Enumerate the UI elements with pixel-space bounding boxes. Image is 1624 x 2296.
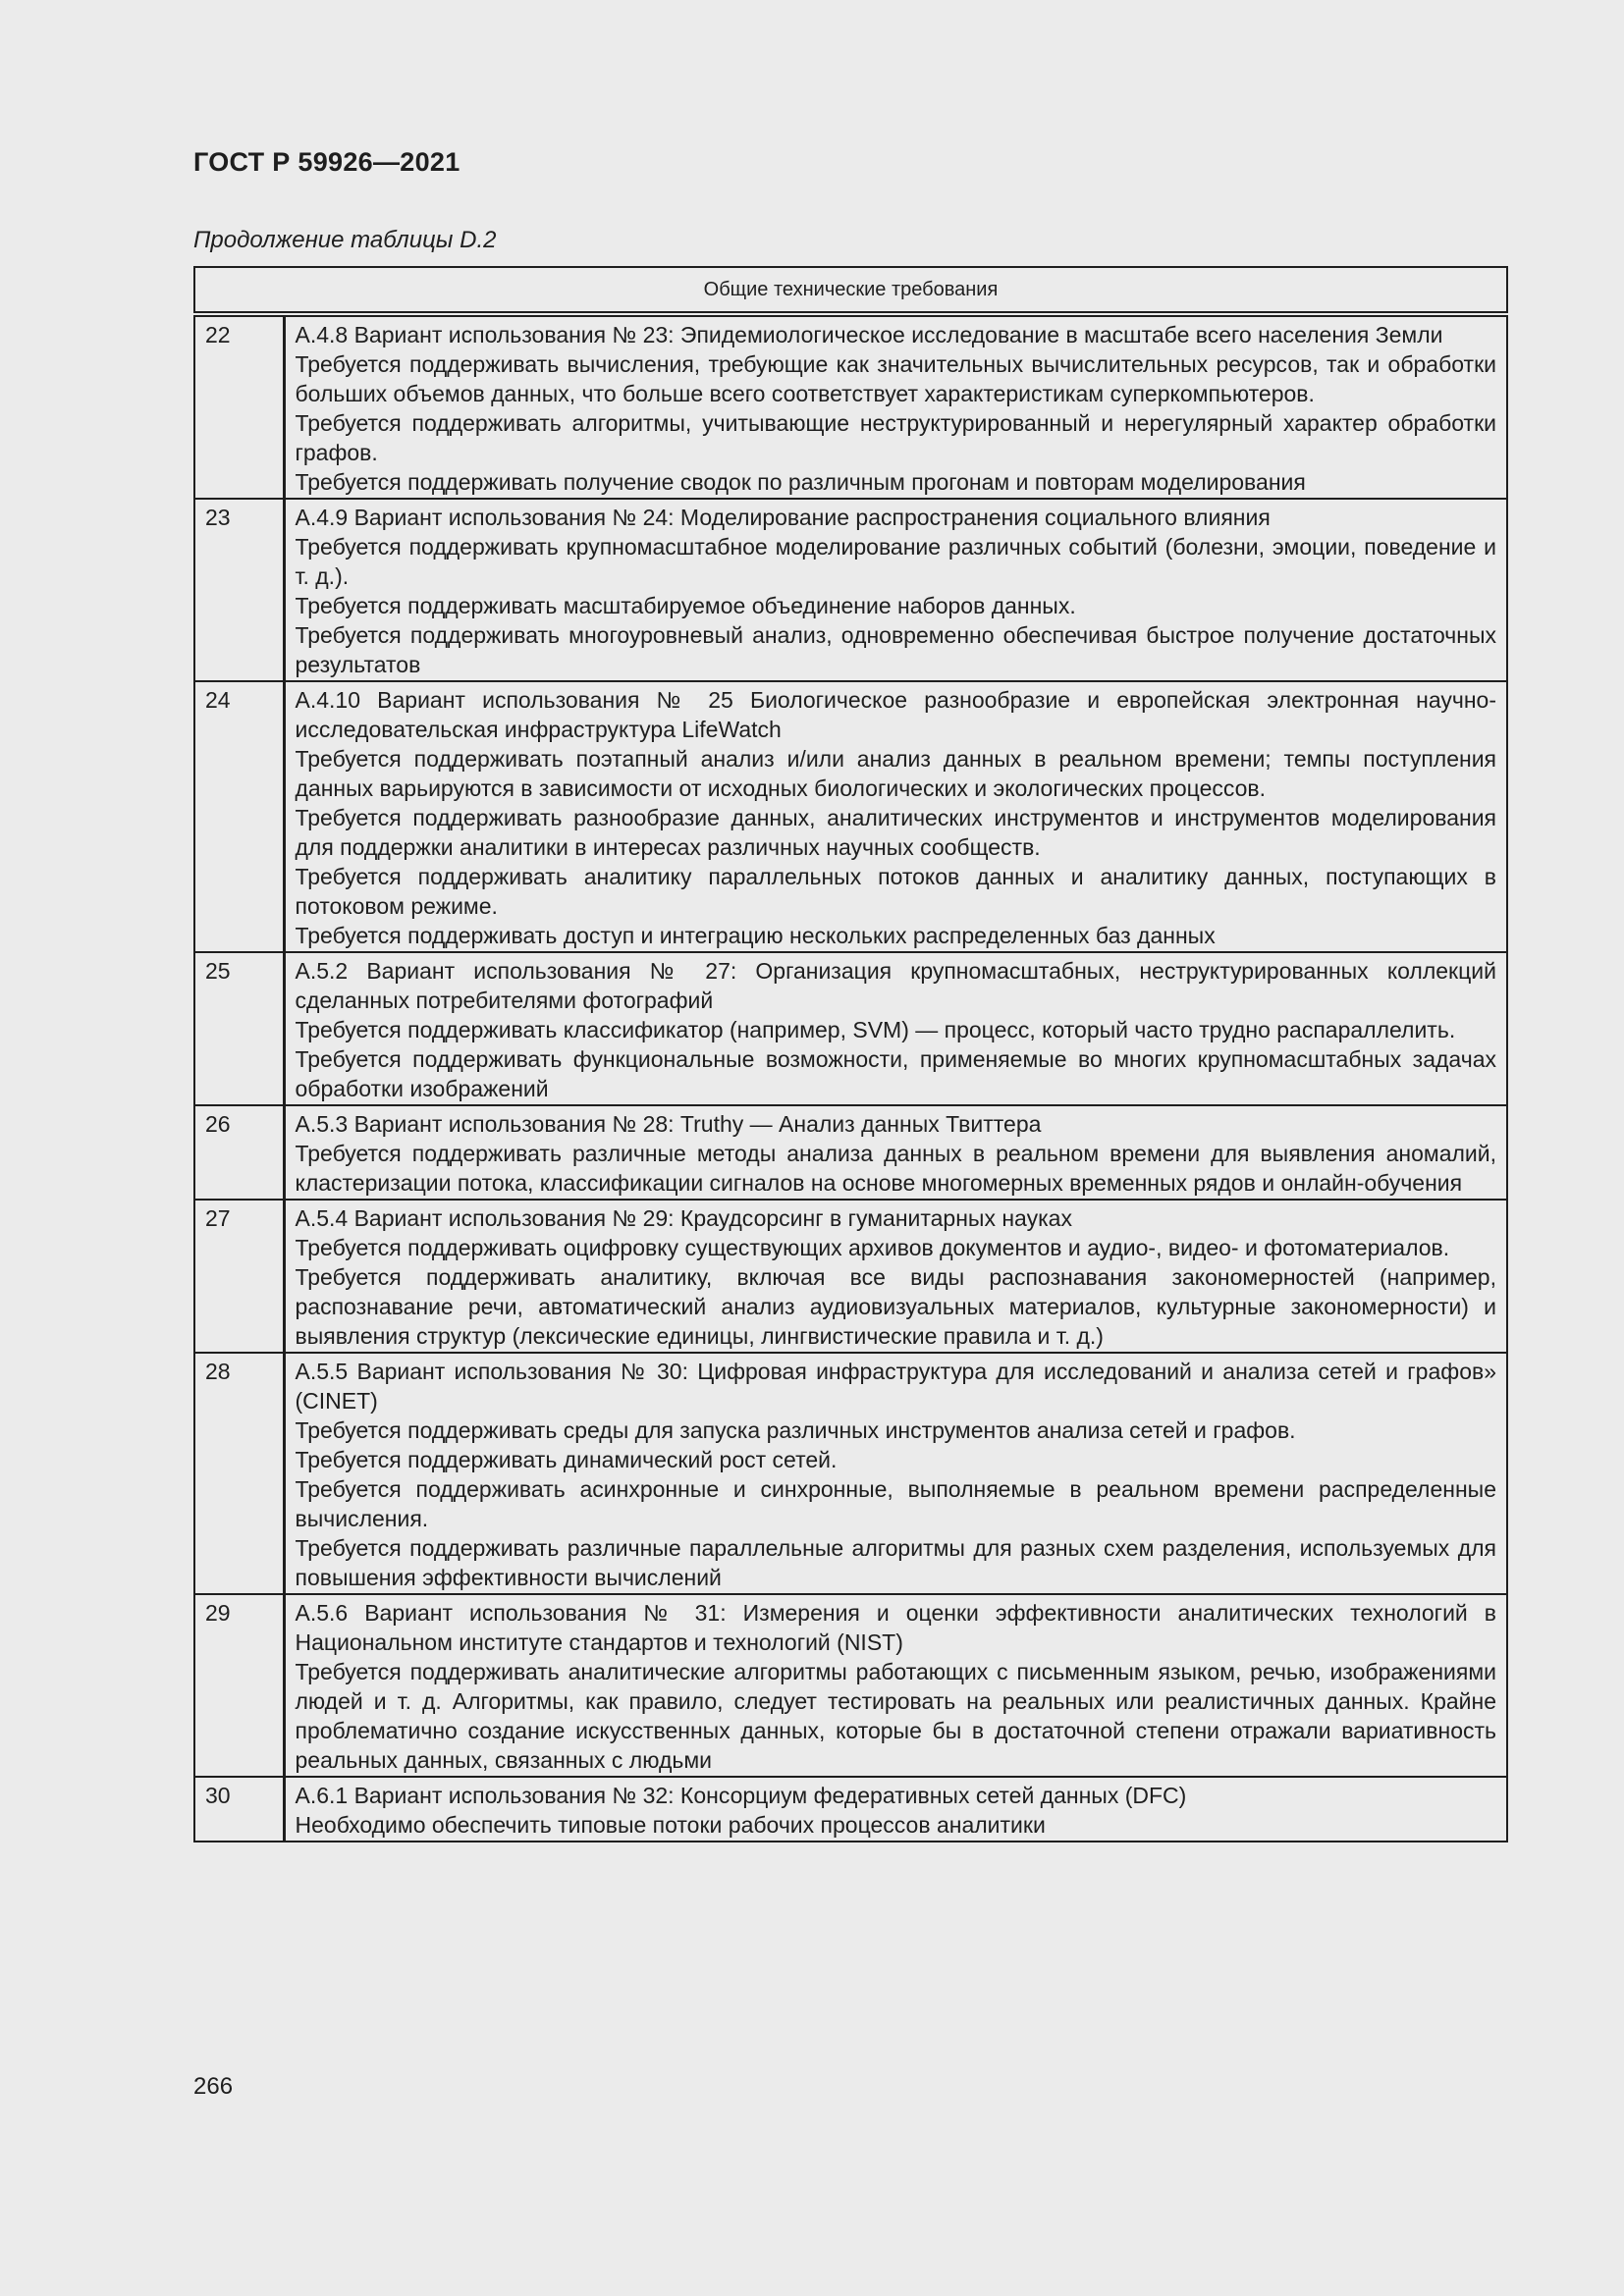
requirement-text: Требуется поддерживать поэтапный анализ и/или анализ данных в реальном времени; темпы поступления данных варьируются в зависимости от исходных биологических и экологических процессов. xyxy=(295,746,1496,801)
row-number: 28 xyxy=(194,1353,284,1594)
requirement-text: Требуется поддерживать разнообразие данных, аналитических инструментов и инструментов моделирования для поддержки аналитики в интересах различных научных сообществ. xyxy=(295,805,1496,860)
requirement-text: Требуется поддерживать аналитику параллельных потоков данных и аналитику данных, поступающих в потоковом режиме. xyxy=(295,864,1496,919)
requirement-text: Требуется поддерживать крупномасштабное моделирование различных событий (болезни, эмоции, поведение и т. д.). xyxy=(295,534,1496,589)
table-row xyxy=(194,1105,1507,1200)
row-content xyxy=(284,1105,1507,1200)
row-number: 22 xyxy=(194,314,284,499)
requirement-text: Требуется поддерживать функциональные возможности, применяемые во многих крупномасштабных задачах обработки изображений xyxy=(295,1046,1496,1101)
table-row xyxy=(194,952,1507,1105)
row-number: 27 xyxy=(194,1200,284,1353)
row-number: 25 xyxy=(194,952,284,1105)
use-case-title: А.5.5 Вариант использования № 30: Цифровая инфраструктура для исследований и анализа сетей и графов» (CINET) xyxy=(295,1359,1496,1414)
requirement-text: Требуется поддерживать доступ и интеграцию нескольких распределенных баз данных xyxy=(295,923,1216,948)
requirement-text: Требуется поддерживать многоуровневый анализ, одновременно обеспечивая быстрое получение достаточных результатов xyxy=(295,622,1496,677)
requirements-table xyxy=(193,266,1508,1842)
use-case-title: А.4.9 Вариант использования № 24: Моделирование распространения социального влияния xyxy=(295,505,1271,530)
use-case-title: А.4.8 Вариант использования № 23: Эпидемиологическое исследование в масштабе всего населения Земли xyxy=(295,322,1443,347)
row-content xyxy=(284,681,1507,952)
requirement-text: Требуется поддерживать оцифровку существующих архивов документов и аудио-, видео- и фотоматериалов. xyxy=(295,1235,1450,1260)
requirement-text: Требуется поддерживать различные методы анализа данных в реальном времени для выявления аномалий, кластеризации потока, классификации сигналов на основе многомерных временных рядов и онлайн-обучения xyxy=(295,1141,1496,1196)
document-code: ГОСТ Р 59926—2021 xyxy=(193,147,460,177)
table-row xyxy=(194,1594,1507,1777)
table-row xyxy=(194,314,1507,499)
use-case-title: А.5.4 Вариант использования № 29: Краудсорсинг в гуманитарных науках xyxy=(295,1205,1072,1231)
row-number: 29 xyxy=(194,1594,284,1777)
use-case-title: А.5.2 Вариант использования № 27: Организация крупномасштабных, неструктурированных коллекций сделанных потребителями фотографий xyxy=(295,958,1496,1013)
row-number: 24 xyxy=(194,681,284,952)
row-content xyxy=(284,314,1507,499)
row-content xyxy=(284,1594,1507,1777)
requirement-text: Необходимо обеспечить типовые потоки рабочих процессов аналитики xyxy=(295,1812,1046,1838)
use-case-title: А.4.10 Вариант использования № 25 Биологическое разнообразие и европейская электронная научно-исследовательская инфраструктура LifeWatch xyxy=(295,687,1496,742)
requirement-text: Требуется поддерживать асинхронные и синхронные, выполняемые в реальном времени распределенные вычисления. xyxy=(295,1476,1496,1531)
row-content xyxy=(284,499,1507,681)
row-content xyxy=(284,1353,1507,1594)
table-header-row xyxy=(194,267,1507,314)
row-number: 26 xyxy=(194,1105,284,1200)
requirement-text: Требуется поддерживать получение сводок по различным прогонам и повторам моделирования xyxy=(295,469,1306,495)
table-row xyxy=(194,1777,1507,1842)
table-row xyxy=(194,499,1507,681)
requirement-text: Требуется поддерживать аналитику, включая все виды распознавания закономерностей (например, распознавание речи, автоматический анализ аудиовизуальных материалов, культурные закономерности) и выявления структур (лексические единицы, лингвистические правила и т. д.) xyxy=(295,1264,1496,1349)
row-content xyxy=(284,1777,1507,1842)
table-row xyxy=(194,1200,1507,1353)
use-case-title: А.5.3 Вариант использования № 28: Truthy — Анализ данных Твиттера xyxy=(295,1111,1042,1137)
requirement-text: Требуется поддерживать среды для запуска различных инструментов анализа сетей и графов. xyxy=(295,1417,1296,1443)
table-row xyxy=(194,681,1507,952)
requirement-text: Требуется поддерживать вычисления, требующие как значительных вычислительных ресурсов, так и обработки больших объемов данных, что больше всего соответствует характеристикам суперкомпьютеров. xyxy=(295,351,1496,406)
row-content xyxy=(284,952,1507,1105)
requirement-text: Требуется поддерживать алгоритмы, учитывающие неструктурированный и нерегулярный характер обработки графов. xyxy=(295,410,1496,465)
table-body xyxy=(194,314,1507,1842)
use-case-title: А.6.1 Вариант использования № 32: Консорциум федеративных сетей данных (DFC) xyxy=(295,1783,1187,1808)
table-header: Общие технические требования xyxy=(194,267,1507,314)
row-number: 30 xyxy=(194,1777,284,1842)
table-row xyxy=(194,1353,1507,1594)
requirement-text: Требуется поддерживать динамический рост сетей. xyxy=(295,1447,838,1472)
row-number: 23 xyxy=(194,499,284,681)
table-caption: Продолжение таблицы D.2 xyxy=(193,227,497,253)
row-content xyxy=(284,1200,1507,1353)
use-case-title: А.5.6 Вариант использования № 31: Измерения и оценки эффективности аналитических технологий в Национальном институте стандартов и технологий (NIST) xyxy=(295,1600,1496,1655)
page-number: 266 xyxy=(193,2073,234,2100)
requirement-text: Требуется поддерживать классификатор (например, SVM) — процесс, который часто трудно распараллелить. xyxy=(295,1017,1456,1042)
requirement-text: Требуется поддерживать масштабируемое объединение наборов данных. xyxy=(295,593,1076,618)
requirement-text: Требуется поддерживать различные параллельные алгоритмы для разных схем разделения, используемых для повышения эффективности вычислений xyxy=(295,1535,1496,1590)
requirement-text: Требуется поддерживать аналитические алгоритмы работающих с письменным языком, речью, изображениями людей и т. д. Алгоритмы, как правило, следует тестировать на реальных или реалистичных данных. Крайне проблематично создание искусственных данных, которые бы в достаточной степени отражали вариативность реальных данных, связанных с людьми xyxy=(295,1659,1496,1773)
